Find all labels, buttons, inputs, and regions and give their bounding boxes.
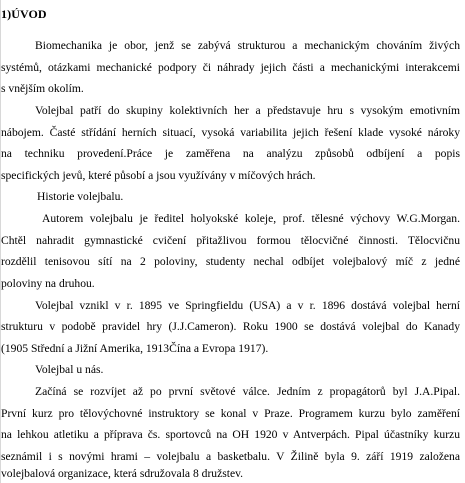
paragraph-line: rozdělil tenisovou sítí na 2 poloviny, studenty nechal odbíjet volejbalový míč z jedné [1,255,460,268]
paragraph-line: Začíná se rozvíjet až po první světové válce. Jedním z propagátorů byl J.A.Pipal. [35,385,460,398]
paragraph-line: volejbalová organizace, která sdružovala 8 družstev. [1,467,244,480]
subsection-title: Historie volejbalu. [37,190,124,203]
paragraph-line: Chtěl nahradit gymnastické cvičení přitažlivou formou tělocvičné činnosti. Tělocvičnu [1,234,460,247]
section-heading: 1)ÚVOD [1,7,47,21]
paragraph-line: specifických jevů, které působí a jsou využívány v míčových hrách. [1,169,316,182]
paragraph-line: Volejbal vznikl v r. 1895 ve Springfieldu (USA) a v r. 1896 dostává volejbal herní [35,299,460,312]
paragraph-line: strukturu v podobě pravidel hry (J.J.Cameron). Roku 1900 se dostává volejbal do Kanady [1,320,460,333]
paragraph-line: poloviny na druhou. [1,277,95,290]
paragraph-line: systémů, otázkami mechanické podpory či náhrady jejich části a mechanickými interakcemi [1,61,460,74]
paragraph-line: Autorem volejbalu je ředitel holyokské koleje, prof. tělesné výchovy W.G.Morgan. [42,212,460,225]
paragraph-line: Biomechanika je obor, jenž se zabývá strukturou a mechanickým chováním živých [35,39,460,52]
paragraph-line: Volejbal patří do skupiny kolektivních her a představuje hru s vysokým emotivním [35,104,460,117]
paragraph-line: na lehkou atletiku a příprava čs. sportovců na OH 1920 v Antverpách. Pipal účastníky kurzu [1,428,460,441]
paragraph-line: s vnějším okolím. [1,82,84,95]
paragraph-line: (1905 Střední a Jižní Amerika, 1913Čína a Evropa 1917). [1,342,269,355]
paragraph-line: První kurz pro tělovýchovné instruktory se konal v Praze. Programem kurzu bylo zaměření [1,407,460,420]
subsection-title: Volejbal u nás. [35,363,104,376]
paragraph-line: nábojem. Časté střídání herních situací, vysoká variabilita jejich řešení klade vysoké nároky [1,126,460,139]
paragraph-line: seznámil i s novými hrami – volejbalu a basketbalu. V Žilině byla 9. září 1919 založena [1,450,460,463]
paragraph-line: na techniku provedení.Práce je zaměřena na analýzu způsobů odbíjení a popis [1,147,460,160]
